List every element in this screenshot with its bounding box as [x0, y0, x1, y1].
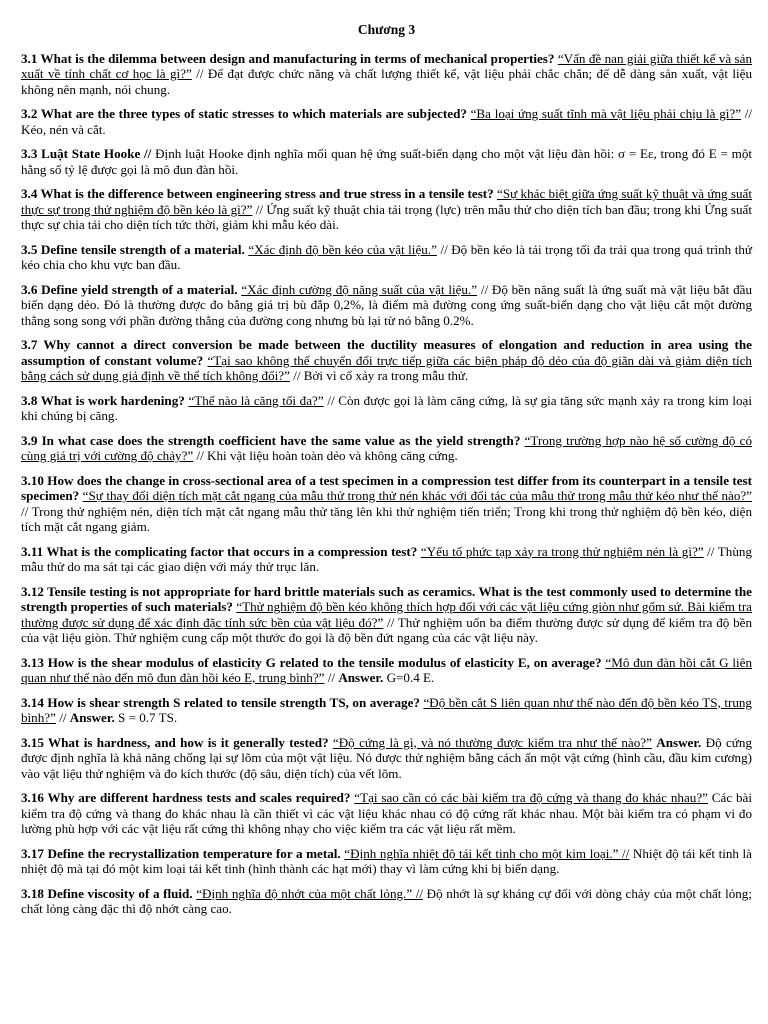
- qa-item: [21, 584, 752, 646]
- question-text: 3.13 How is the shear modulus of elasticity G related to the tensile modulus of elasticity E, on average?: [21, 654, 602, 670]
- question-text: 3.17 Define the recrystallization temperature for a metal.: [21, 845, 341, 861]
- question-translation: “Sự khác biệt giữa ứng suất kỹ thuật và ứng suất thực sự trong thử nghiệm độ bền kéo là gì?”: [21, 186, 752, 217]
- answer-text: // Bởi vì cổ xảy ra trong mẫu thử.: [293, 368, 469, 383]
- question-text: 3.18 Define viscosity of a fluid.: [21, 885, 193, 901]
- qa-item: [21, 735, 752, 782]
- qa-item: [21, 282, 752, 329]
- answer-text: // Kéo, nén và cắt.: [21, 106, 753, 137]
- question-text: 3.14 How is shear strength S related to tensile strength TS, on average?: [21, 694, 420, 710]
- answer-value: Độ cứng được định nghĩa là khả năng chống lại sự lõm của một vật liệu. Nó được thử nghiệm bằng cách ấn một vật cứng (hình cầu, đầu kim cương) vào vật liệu thử nghiệm và đo kích thước (độ sâu, diện tích) của vết lõm.: [21, 734, 752, 781]
- qa-item: [21, 51, 752, 98]
- qa-item: [21, 106, 752, 137]
- qa-item: [21, 146, 752, 177]
- question-translation: “Tại sao cần có các bài kiểm tra độ cứng và thang đo khác nhau?”: [354, 790, 708, 805]
- answer-text: Độ nhớt là sự kháng cự đối với dòng chảy của một chất lỏng; chất lỏng càng đặc thì độ nhớt càng cao.: [21, 885, 752, 916]
- question-text: 3.6 Define yield strength of a material.: [21, 281, 238, 297]
- question-translation: “Thế nào là căng tối đa?”: [188, 392, 324, 408]
- chapter-title: Chương 3: [357, 22, 416, 37]
- question-text: 3.16 Why are different hardness tests and scales required?: [21, 790, 351, 805]
- question-translation: “Xác định cường độ năng suất của vật liệu.”: [241, 281, 478, 297]
- question-text: 3.3 Luật State Hooke //: [21, 146, 152, 161]
- answer-text: Các bài kiểm tra độ cứng và thang đo khác nhau là cần thiết vì các vật liệu khác nhau có độ cứng rất khác nhau. Một bài kiểm tra có phạm vi đo lường phù hợp với các vật liệu rất cứng thì không nhạy cho việc kiểm tra các vật liệu rất mềm.: [21, 790, 752, 836]
- answer-label: Answer.: [69, 710, 115, 725]
- question-text: 3.4 What is the difference between engineering stress and true stress in a tensile test?: [21, 186, 494, 201]
- question-text: 3.9 In what case does the strength coefficient have the same value as the yield strength?: [21, 432, 521, 448]
- question-text: 3.11 What is the complicating factor that occurs in a compression test?: [21, 543, 418, 559]
- qa-item: [21, 242, 752, 273]
- answer-text: // Độ bền năng suất là ứng suất mà vật liệu bắt đầu biến dạng dẻo. Đó là thường được đo bằng giá trị bù đắp 0,2%, là điểm mà đường cong ứng suất-biến dạng cho vật liệu cắt một đường thẳng song song với phần đường thẳng của đường cong nhưng bù lại từ nó bằng 0.2%.: [21, 281, 752, 328]
- question-translation: “Tại sao không thể chuyển đổi trực tiếp giữa các biện pháp độ dẻo của độ giãn dài và giảm diện tích bằng cách sử dụng giả định về thể tích không đổi?”: [21, 352, 752, 383]
- question-translation: “Độ cứng là gì, và nó thường được kiểm tra như thế nào?”: [332, 734, 652, 750]
- question-translation: “Định nghĩa độ nhớt của một chất lỏng.” //: [196, 885, 424, 901]
- question-translation: “Trong trường hợp nào hệ số cường độ có cùng giá trị với cường độ chảy?”: [21, 432, 752, 463]
- question-translation: “Định nghĩa nhiệt độ tái kết tinh cho một kim loại.” //: [344, 845, 630, 861]
- qa-item: [21, 544, 752, 575]
- qa-item: [21, 337, 752, 384]
- answer-value: G=0.4 E.: [386, 670, 435, 685]
- question-translation: “Thử nghiệm độ bền kéo không thích hợp đối với các vật liệu cứng giòn như gốm sứ. Bài kiểm tra thường được sử dụng để xác định đặc tính sức bền của vật liệu đó?”: [21, 599, 752, 630]
- question-translation: “Vấn đề nan giải giữa thiết kế và sản xuất về tính chất cơ học là gì?”: [21, 50, 752, 81]
- qa-item: [21, 886, 752, 917]
- question-text: 3.8 What is work hardening?: [21, 392, 185, 408]
- qa-item: [21, 186, 752, 233]
- qa-item: [21, 393, 752, 424]
- question-text: 3.10 How does the change in cross-sectional area of a test specimen in a compression test differ from its counterpart in a tensile test specimen?: [21, 472, 752, 503]
- answer-text: // Thùng mẫu thử do ma sát tại các giao diện với máy thử trục lăn.: [21, 543, 752, 574]
- answer-text: // Khi vật liệu hoàn toàn dẻo và không căng cứng.: [196, 448, 458, 463]
- question-translation: “Yếu tố phức tạp xảy ra trong thử nghiệm nén là gì?”: [420, 543, 704, 559]
- question-translation: “Độ bền cắt S liên quan như thế nào đến độ bền kéo TS, trung bình?”: [21, 694, 752, 725]
- qa-item: [21, 695, 752, 726]
- question-translation: “Ba loại ứng suất tĩnh mà vật liệu phải chịu là gì?”: [470, 106, 742, 121]
- question-translation: “Xác định độ bền kéo của vật liệu.”: [248, 241, 437, 257]
- answer-text: //: [59, 710, 67, 725]
- question-text: 3.7 Why cannot a direct conversion be made between the ductility measures of elongation and reduction in area using the assumption of constant volume?: [21, 337, 752, 368]
- qa-item: [21, 473, 752, 535]
- qa-item: [21, 433, 752, 464]
- answer-text: // Còn được gọi là làm căng cứng, là sự gia tăng sức mạnh xảy ra trong kim loại khi chúng bị căng.: [21, 392, 752, 423]
- answer-text: //: [327, 670, 336, 685]
- answer-text: // Để đạt được chức năng và chất lượng thiết kế, vật liệu phải chắc chắn; để dễ dàng sản xuất, vật liệu không nên mạnh, nói chung.: [21, 66, 752, 97]
- answer-value: S = 0.7 TS.: [118, 710, 178, 725]
- qa-list: [21, 51, 752, 917]
- question-translation: “Mô đun đàn hồi cắt G liên quan như thế nào đến mô đun đàn hồi kéo E, trung bình?”: [21, 654, 753, 685]
- question-translation: “Sự thay đổi diện tích mặt cắt ngang của mẫu thử trong thử nén khác với đối tác của mẫu thử trong mẫu thử kéo như thế nào?”: [82, 488, 752, 503]
- answer-text: Nhiệt độ tái kết tinh là nhiệt độ mà tại đó một kim loại tái kết tinh (hình thành các hạt mới) thay vì làm cứng khi bị biến dạng.: [21, 845, 752, 876]
- answer-label: Answer.: [656, 734, 702, 750]
- question-text: 3.1 What is the dilemma between design and manufacturing in terms of mechanical properties?: [21, 50, 555, 66]
- qa-item: [21, 790, 752, 837]
- answer-text: // Độ bền kéo là tải trọng tối đa trải qua trong quá trình thử kéo chia cho khu vực ban đầu.: [21, 241, 753, 272]
- qa-item: [21, 655, 752, 686]
- answer-text: Định luật Hooke định nghĩa mối quan hệ ứng suất-biến dạng cho một vật liệu đàn hồi: σ = Eε, trong đó E = một hằng số tỷ lệ được gọi là mô đun đàn hồi.: [21, 146, 752, 177]
- question-text: 3.12 Tensile testing is not appropriate for hard brittle materials such as ceramics. What is the test commonly used to determine the strength properties of such materials?: [21, 583, 752, 614]
- answer-label: Answer.: [338, 670, 384, 685]
- question-text: 3.15 What is hardness, and how is it generally tested?: [21, 734, 329, 750]
- question-text: 3.2 What are the three types of static stresses to which materials are subjected?: [21, 106, 467, 121]
- answer-text: // Trong thử nghiệm nén, diện tích mặt cắt ngang mẫu thử tăng lên khi thử nghiệm tiến triển; Trong khi trong thử nghiệm độ bền kéo, diện tích mặt cắt ngang giảm.: [21, 503, 752, 534]
- answer-text: // Thử nghiệm uốn ba điểm thường được sử dụng để kiểm tra độ bền của vật liệu giòn. Thử nghiệm cung cấp một thước đo gọi là độ bền đứt ngang của các vật liệu này.: [21, 614, 752, 645]
- answer-text: // Ứng suất kỹ thuật chia tải trọng (lực) trên mẫu thử cho diện tích ban đầu; trong khi Ứng suất thực sự chia tải cho diện tích tức thời, giảm khi mẫu kéo dài.: [21, 201, 753, 232]
- qa-item: [21, 846, 752, 877]
- question-text: 3.5 Define tensile strength of a material.: [21, 241, 245, 257]
